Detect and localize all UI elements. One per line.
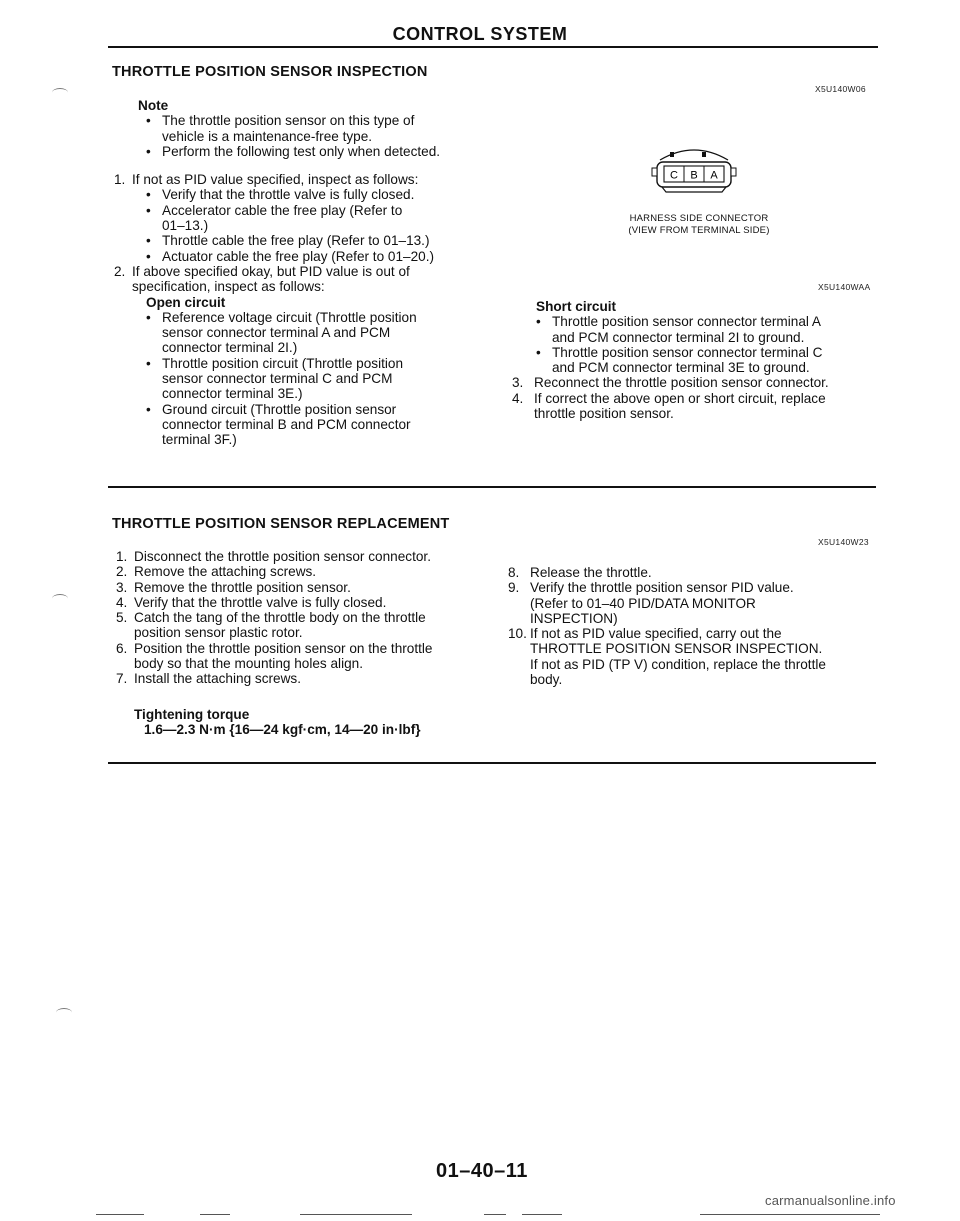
- short-circuit-bullets: [510, 314, 890, 375]
- bullet-dot-icon: •: [146, 401, 151, 417]
- step-text-line: (Refer to 01–40 PID/DATA MONITOR: [530, 595, 756, 611]
- step-3: [510, 375, 890, 390]
- notes-list: [114, 113, 494, 159]
- connector-pin-b: B: [690, 169, 698, 182]
- step-4-text: [534, 391, 826, 422]
- step-1-bullet-line: Accelerator cable the free play (Refer to: [162, 202, 403, 218]
- step-text: [134, 641, 433, 672]
- short-circuit-bullet-line: and PCM connector terminal 2I to ground.: [552, 329, 805, 345]
- open-circuit-bullet-line: Throttle position circuit (Throttle position: [162, 355, 404, 371]
- open-circuit-bullet-line: connector terminal 2I.): [162, 340, 298, 356]
- step-1-bullet-text: [162, 203, 402, 234]
- connector-caption-line-1: HARNESS SIDE CONNECTOR: [629, 213, 769, 224]
- step-1-bullet-text: [162, 233, 430, 248]
- step-1-bullet-line: Actuator cable the free play (Refer to 01–20.): [162, 248, 435, 264]
- numbered-step: [116, 671, 496, 686]
- short-circuit-bullet-item: [536, 314, 890, 345]
- step-4-line: throttle position sensor.: [534, 406, 674, 422]
- inspection-section-title: THROTTLE POSITION SENSOR INSPECTION: [112, 64, 428, 80]
- open-circuit-bullet-item: [146, 402, 494, 448]
- replacement-right-column: [508, 565, 888, 687]
- step-2-number: 2.: [114, 263, 126, 279]
- replacement-code: X5U140W23: [818, 537, 869, 547]
- open-circuit-bullet-item: [146, 310, 494, 356]
- section-divider-rule: [108, 486, 876, 488]
- footer-tick: [200, 1214, 230, 1215]
- bullet-dot-icon: •: [146, 143, 151, 159]
- step-number: 3.: [116, 579, 128, 595]
- step-1-bullet-item: [146, 203, 494, 234]
- step-text-line: THROTTLE POSITION SENSOR INSPECTION.: [530, 641, 823, 657]
- numbered-step: [508, 580, 888, 626]
- step-text: [134, 610, 426, 641]
- step-1-text: If not as PID value specified, inspect as follows:: [132, 172, 419, 188]
- step-2-line: If above specified okay, but PID value is out of: [132, 263, 410, 279]
- open-circuit-bullet-text: [162, 356, 403, 402]
- step-4: [510, 391, 890, 422]
- step-number: 8.: [508, 565, 520, 580]
- step-1-bullet-text: [162, 249, 434, 264]
- page-header-title: CONTROL SYSTEM: [392, 24, 568, 44]
- short-circuit-bullet-text: [552, 314, 821, 345]
- open-circuit-bullet-text: [162, 310, 417, 356]
- header-rule: [108, 46, 878, 48]
- step-text-line: Verify the throttle position sensor PID value.: [530, 580, 794, 596]
- step-text: [134, 580, 351, 595]
- connector-pin-c: C: [670, 169, 678, 182]
- numbered-step: [116, 564, 496, 579]
- short-circuit-label: Short circuit: [536, 299, 617, 314]
- footer-tick: [700, 1214, 880, 1215]
- open-circuit-bullet-text: [162, 402, 411, 448]
- step-text-line: If not as PID value specified, carry out the: [530, 626, 782, 642]
- bullet-dot-icon: •: [146, 233, 151, 249]
- note-line: Perform the following test only when detected.: [162, 143, 441, 159]
- step-text-line: If not as PID (TP V) condition, replace the throttle: [530, 656, 826, 672]
- step-text-line: Release the throttle.: [530, 565, 652, 580]
- numbered-step: [116, 595, 496, 610]
- step-text-line: body so that the mounting holes align.: [134, 656, 363, 672]
- footer-tick: [300, 1214, 412, 1215]
- step-1-bullet-item: [146, 249, 494, 264]
- step-text-line: body.: [530, 672, 563, 688]
- note-text: [162, 113, 414, 144]
- step-1-bullet-item: [146, 233, 494, 248]
- note-item: [146, 113, 494, 144]
- open-circuit-bullet-line: connector terminal B and PCM connector: [162, 416, 411, 432]
- footer-tick: [484, 1214, 506, 1215]
- torque-label: Tightening torque: [134, 706, 250, 722]
- footer-tick: [522, 1214, 562, 1215]
- open-circuit-label: Open circuit: [146, 294, 226, 310]
- connector-code: X5U140WAA: [818, 282, 871, 292]
- open-circuit-bullets: [114, 310, 494, 448]
- replacement-steps-left: [116, 549, 496, 687]
- open-circuit-bullet-line: Ground circuit (Throttle position sensor: [162, 401, 397, 417]
- connector-pin-a: A: [710, 169, 718, 182]
- note-line: The throttle position sensor on this type of: [162, 113, 415, 129]
- bullet-dot-icon: •: [536, 344, 541, 360]
- step-text-line: position sensor plastic rotor.: [134, 625, 303, 641]
- step-1: [114, 172, 494, 187]
- step-1-bullet-line: Verify that the throttle valve is fully closed.: [162, 187, 415, 203]
- step-text: [134, 549, 431, 564]
- note-text: [162, 144, 440, 159]
- open-circuit-bullet-line: terminal 3F.): [162, 432, 237, 448]
- bullet-dot-icon: •: [146, 309, 151, 325]
- short-circuit-bullet-text: [552, 345, 823, 376]
- open-circuit-bullet-item: [146, 356, 494, 402]
- bottom-rule: [108, 762, 876, 764]
- bullet-dot-icon: •: [536, 314, 541, 330]
- replacement-steps-right: [508, 565, 888, 687]
- step-1-bullet-line: 01–13.): [162, 218, 209, 234]
- step-number: 5.: [116, 610, 128, 626]
- step-text-line: Position the throttle position sensor on the throttle: [134, 640, 433, 656]
- bullet-dot-icon: •: [146, 355, 151, 371]
- inspection-left-column: [114, 98, 494, 448]
- open-circuit-bullet-line: sensor connector terminal C and PCM: [162, 371, 393, 387]
- short-circuit-bullet-line: Throttle position sensor connector terminal C: [552, 344, 823, 360]
- margin-mark: [52, 88, 68, 97]
- step-text: [134, 564, 316, 579]
- margin-mark: [52, 594, 68, 603]
- step-text-line: Remove the throttle position sensor.: [134, 579, 351, 595]
- numbered-step: [508, 626, 888, 687]
- step-4-number: 4.: [512, 390, 524, 406]
- step-number: 7.: [116, 671, 128, 687]
- step-4-line: If correct the above open or short circuit, replace: [534, 390, 826, 406]
- connector-caption-line-2: (VIEW FROM TERMINAL SIDE): [628, 225, 770, 236]
- step-2: [114, 264, 494, 295]
- inspection-right-column: [510, 299, 890, 421]
- step-text: [530, 626, 826, 687]
- bullet-dot-icon: •: [146, 187, 151, 203]
- bullet-dot-icon: •: [146, 113, 151, 129]
- open-circuit-bullet-line: Reference voltage circuit (Throttle position: [162, 309, 417, 325]
- inspection-code: X5U140W06: [815, 84, 866, 94]
- step-text-line: INSPECTION): [530, 610, 618, 626]
- step-number: 10.: [508, 626, 527, 642]
- note-line: vehicle is a maintenance-free type.: [162, 128, 373, 144]
- step-3-text: Reconnect the throttle position sensor connector.: [534, 375, 829, 391]
- step-text: [134, 671, 301, 686]
- step-3-number: 3.: [512, 375, 524, 391]
- note-label: Note: [138, 98, 169, 113]
- bullet-dot-icon: •: [146, 202, 151, 218]
- step-2-line: specification, inspect as follows:: [132, 279, 325, 295]
- step-text-line: Install the attaching screws.: [134, 671, 301, 687]
- open-circuit-bullet-line: sensor connector terminal A and PCM: [162, 325, 391, 341]
- step-text-line: Remove the attaching screws.: [134, 564, 317, 580]
- footer-tick: [96, 1214, 144, 1215]
- short-circuit-bullet-item: [536, 345, 890, 376]
- note-item: [146, 144, 494, 159]
- step-text: [530, 580, 794, 626]
- step-1-bullet-line: Throttle cable the free play (Refer to 01–13.): [162, 233, 430, 249]
- watermark: carmanualsonline.info: [765, 1193, 896, 1208]
- open-circuit-bullet-line: connector terminal 3E.): [162, 386, 303, 402]
- numbered-step: [508, 565, 888, 580]
- step-number: 6.: [116, 640, 128, 656]
- step-number: 9.: [508, 580, 520, 596]
- bullet-dot-icon: •: [146, 248, 151, 264]
- replacement-section-title: THROTTLE POSITION SENSOR REPLACEMENT: [112, 516, 450, 532]
- numbered-step: [116, 610, 496, 641]
- short-circuit-bullet-line: and PCM connector terminal 3E to ground.: [552, 360, 810, 376]
- step-1-bullets: [114, 187, 494, 263]
- step-text: [134, 595, 386, 610]
- numbered-step: [116, 580, 496, 595]
- step-number: 1.: [116, 549, 128, 564]
- numbered-step: [116, 549, 496, 564]
- short-circuit-bullet-line: Throttle position sensor connector terminal A: [552, 314, 821, 330]
- step-text: [530, 565, 652, 580]
- torque-value: 1.6—2.3 N·m {16—24 kgf·cm, 14—20 in·lbf}: [144, 721, 421, 737]
- step-number: 2.: [116, 564, 128, 580]
- step-text-line: Verify that the throttle valve is fully closed.: [134, 594, 387, 610]
- step-1-bullet-text: [162, 187, 414, 202]
- page-number: 01–40–11: [436, 1160, 528, 1182]
- step-text-line: Catch the tang of the throttle body on the throttle: [134, 610, 426, 626]
- step-2-text: [132, 264, 410, 295]
- numbered-step: [116, 641, 496, 672]
- harness-connector-diagram: [644, 144, 744, 212]
- step-number: 4.: [116, 594, 128, 610]
- replacement-left-column: [116, 549, 496, 737]
- connector-caption: [580, 213, 818, 237]
- margin-mark: [56, 1008, 72, 1017]
- step-1-bullet-item: [146, 187, 494, 202]
- step-1-number: 1.: [114, 172, 126, 188]
- step-text-line: Disconnect the throttle position sensor connector.: [134, 549, 431, 564]
